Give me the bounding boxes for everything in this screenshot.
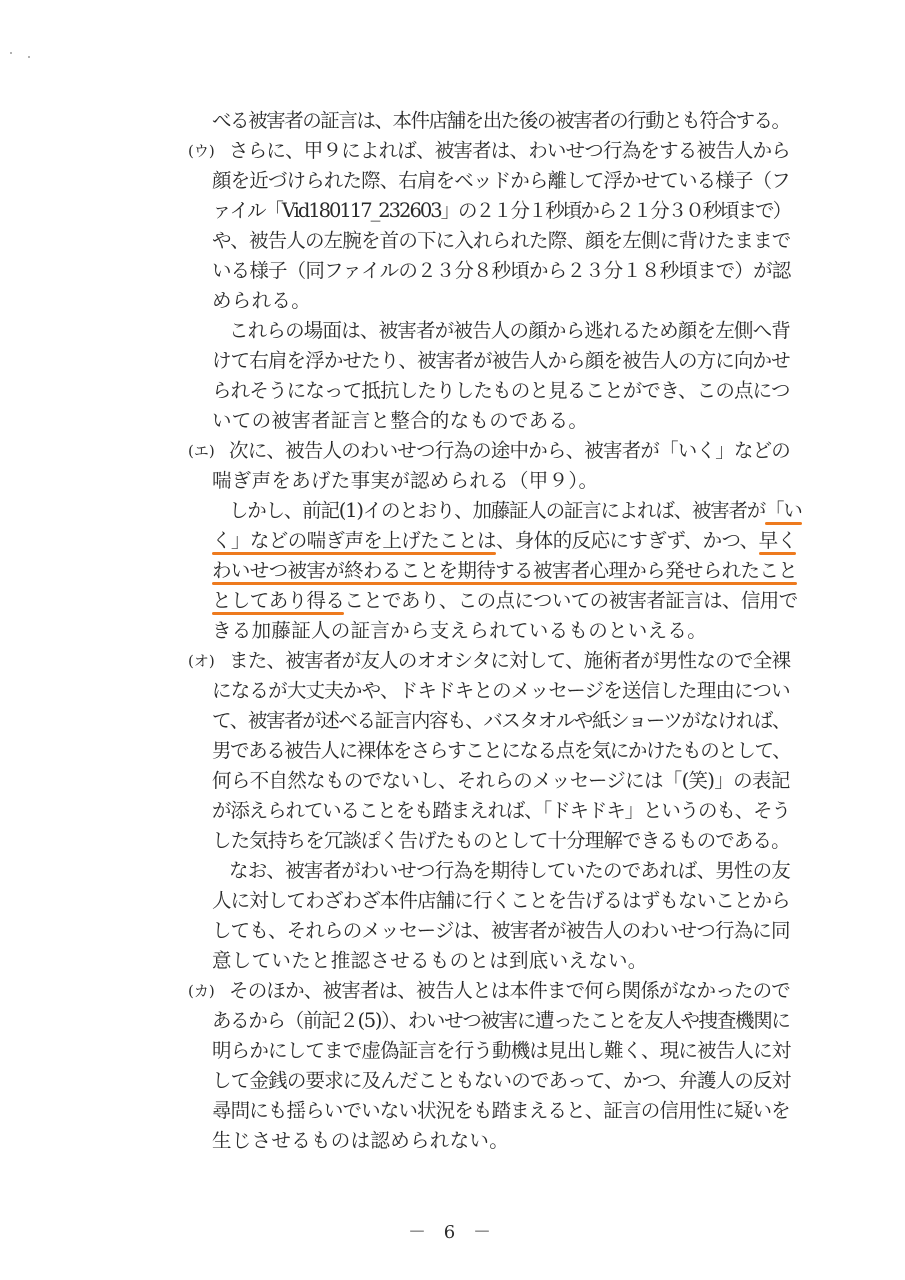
text-line: 次に、被告人のわいせつ行為の途中から、被害者が「いく」などの [229, 439, 791, 462]
text-line: なお、被害者がわいせつ行為を期待していたのであれば、男性の友 [229, 859, 791, 882]
underlined-text: わいせつ被害が終わることを期待する被害者心理から発せられたこと [212, 559, 798, 582]
text-line: これらの場面は、被害者が被告人の顔から逃れるため顔を左側へ背 [229, 319, 791, 342]
text-line: 人に対してわざわざ本件店舗に行くことを告げるはずもないことから [212, 889, 790, 912]
text-line: て、被害者が述べる証言内容も、バスタオルや紙ショーツがなければ、 [212, 709, 791, 732]
text-line: ァイル「Vid180117_232603」の２１分１秒頃から２１分３０秒頃まで） [212, 199, 791, 222]
text-line: そのほか、被害者は、被告人とは本件まで何ら関係がなかったので [229, 979, 791, 1002]
text-line: 尋問にも揺らいでいない状況をも踏まえると、証言の信用性に疑いを [212, 1099, 790, 1122]
text-line: 顔を近づけられた際、右肩をベッドから離して浮かせている様子（フ [212, 169, 790, 192]
page-number: － 6 － [408, 1222, 497, 1243]
scan-speck [28, 56, 30, 58]
text-line: められる。 [212, 289, 312, 312]
text-line: 生じさせるものは認められない。 [212, 1129, 510, 1152]
item-marker-o: (オ) [188, 652, 215, 670]
text-line: 男である被告人に裸体をさらすことになる点を気にかけたものとして、 [212, 739, 791, 762]
text-line [212, 556, 797, 586]
text-segment: しかし、前記(1)イのとおり、加藤証人の証言によれば、被害者が [229, 499, 766, 522]
text-line: べる被害者の証言は、本件店舗を出た後の被害者の行動とも符合する。 [212, 109, 790, 132]
text-line: きる加藤証人の証言から支えられているものといえる。 [212, 619, 708, 642]
text-segment: ことであり、この点についての被害者証言は、信用で [344, 589, 798, 612]
text-line: 明らかにしてまで虚偽証言を行う動機は見出し難く、現に被告人に対 [212, 1039, 791, 1062]
scan-speck [10, 52, 12, 54]
text-line: いての被害者証言と整合的なものである。 [212, 409, 589, 432]
text-line: また、被害者が友人のオオシタに対して、施術者が男性なので全裸 [229, 649, 791, 672]
text-line: あるから（前記２(5)）、わいせつ被害に遭ったことを友人や捜査機関に [212, 1009, 790, 1032]
text-line: して金銭の要求に及んだこともないのであって、かつ、弁護人の反対 [212, 1069, 791, 1092]
text-line: 喘ぎ声をあげた事実が認められる（甲９）。 [212, 469, 599, 492]
text-line: 何ら不自然なものでないし、それらのメッセージには「(笑)」の表記 [212, 769, 790, 792]
text-line: いる様子（同ファイルの２３分８秒頃から２３分１８秒頃まで）が認 [212, 259, 791, 282]
underlined-text: 早く [758, 529, 797, 552]
text-line: しても、それらのメッセージは、被害者が被告人のわいせつ行為に同 [212, 919, 790, 942]
item-marker-u: (ウ) [188, 142, 215, 160]
item-marker-e: (エ) [188, 442, 215, 460]
text-line: けて右肩を浮かせたり、被害者が被告人から顔を被告人の方に向かせ [212, 349, 790, 372]
underlined-text: く」などの喘ぎ声を上げたことは [212, 529, 496, 552]
item-marker-ka: (カ) [188, 982, 215, 1000]
text-line [229, 496, 802, 526]
text-line [212, 526, 796, 556]
text-segment: 、身体的反応にすぎず、かつ、 [495, 529, 759, 552]
text-line: さらに、甲９によれば、被害者は、わいせつ行為をする被告人から [229, 139, 791, 162]
text-line: が添えられていることをも踏まえれば、「ドキドキ」というのも、そう [212, 799, 790, 822]
underlined-text: としてあり得る [212, 589, 345, 612]
text-line [212, 586, 798, 616]
text-line: られそうになって抵抗したりしたものと見ることができ、この点につ [212, 379, 790, 402]
text-line: や、被告人の左腕を首の下に入れられた際、顔を左側に背けたままで [212, 229, 791, 252]
text-line: 意していたと推認させるものとは到底いえない。 [212, 949, 648, 972]
text-line: した気持ちを冗談ぽく告げたものとして十分理解できるものである。 [212, 829, 790, 852]
underlined-text: 「い [765, 499, 802, 522]
text-line: になるが大丈夫かや、ドキドキとのメッセージを送信した理由につい [212, 679, 790, 702]
